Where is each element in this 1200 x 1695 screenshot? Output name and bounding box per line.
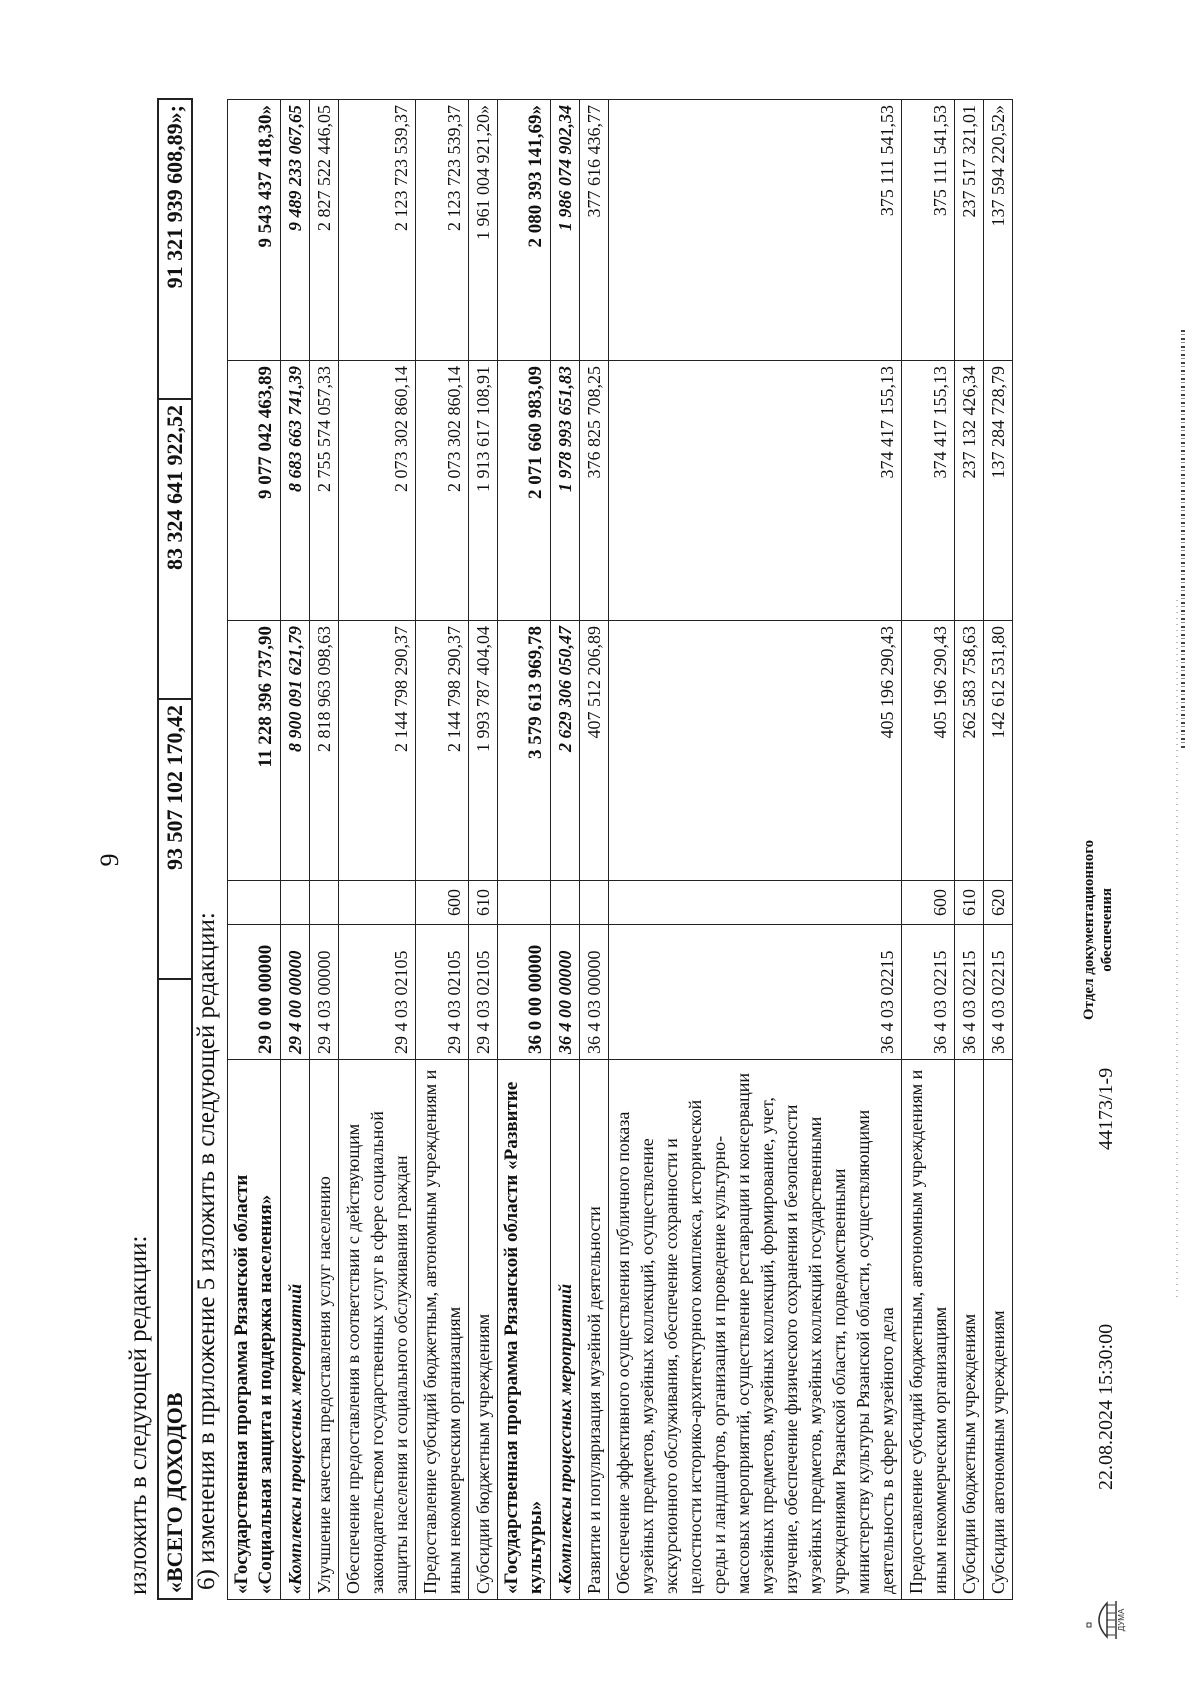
duma-logo-icon bbox=[1085, 1595, 1125, 1645]
row-expense-type bbox=[609, 881, 902, 925]
total-income-value-3: 91 321 939 608,89»; bbox=[158, 99, 192, 399]
section-title: 6) изменения в приложение 5 изложить в следующей редакции: bbox=[193, 912, 220, 1590]
row-expense-type: 610 bbox=[469, 881, 498, 925]
total-income-value-2: 83 324 641 922,52 bbox=[158, 399, 192, 699]
row-value-1: 2 144 798 290,37 bbox=[339, 621, 416, 881]
row-name: «Комплексы процессных мероприятий bbox=[551, 1060, 580, 1600]
row-value-1: 11 228 396 737,90 bbox=[228, 621, 281, 881]
row-code: 36 0 00 00000 bbox=[498, 925, 551, 1060]
table-row bbox=[339, 100, 416, 1600]
row-value-2: 374 417 155,13 bbox=[609, 361, 902, 621]
row-name: Улучшение качества предоставления услуг населению bbox=[310, 1060, 339, 1600]
row-name: Обеспечение эффективного осуществления публичного показа музейных предметов, музейных коллекций, осуществление экскурсионного обслуживания, обеспечение сохранности и целостности историко-архитектурного комплекса, исторической среды и ландшафтов, организация и проведение культурно-массовых мероприятий, осуществление реставрации и консервации музейных предметов, музейных коллекций, формирование, учет, изучение, обеспечение физического сохранения и безопасности музейных предметов, музейных коллекций государственными учреждениями Рязанской области, подведомственными министерству культуры Рязанской области, осуществляющими деятельность в сфере музейного дела bbox=[609, 1060, 902, 1600]
total-income-value-1: 93 507 102 170,42 bbox=[158, 699, 192, 979]
row-value-3: 1 961 004 921,20» bbox=[469, 100, 498, 361]
row-code: 36 4 03 02215 bbox=[955, 925, 984, 1060]
row-code: 29 4 03 02105 bbox=[339, 925, 416, 1060]
row-value-3: 2 080 393 141,69» bbox=[498, 100, 551, 361]
row-value-1: 142 612 531,80 bbox=[984, 621, 1013, 881]
svg-text:ДУМА: ДУМА bbox=[1117, 1608, 1126, 1632]
row-value-1: 2 144 798 290,37 bbox=[416, 621, 469, 881]
table-row bbox=[416, 100, 469, 1600]
row-value-2: 2 755 574 057,33 bbox=[310, 361, 339, 621]
total-income-table bbox=[157, 98, 193, 1600]
table-row bbox=[609, 100, 902, 1600]
row-code: 29 4 03 02105 bbox=[469, 925, 498, 1060]
row-code: 29 4 00 00000 bbox=[281, 925, 310, 1060]
row-name: Предоставление субсидий бюджетным, автономным учреждениям и иным некоммерческим организациям bbox=[902, 1060, 955, 1600]
row-value-1: 405 196 290,43 bbox=[902, 621, 955, 881]
row-value-3: 2 827 522 446,05 bbox=[310, 100, 339, 361]
table-row bbox=[955, 100, 984, 1600]
stamp-line-2: обеспечения bbox=[1099, 888, 1115, 972]
row-value-2: 1 913 617 108,91 bbox=[469, 361, 498, 621]
total-income-label: «ВСЕГО ДОХОДОВ bbox=[158, 979, 192, 1599]
row-value-2: 2 073 302 860,14 bbox=[339, 361, 416, 621]
row-expense-type: 620 bbox=[984, 881, 1013, 925]
row-value-3: 1 986 074 902,34 bbox=[551, 100, 580, 361]
row-name: Субсидии бюджетным учреждениям bbox=[955, 1060, 984, 1600]
row-code: 36 4 03 02215 bbox=[902, 925, 955, 1060]
scan-artifact bbox=[1181, 330, 1185, 750]
row-expense-type bbox=[339, 881, 416, 925]
row-code: 36 4 03 00000 bbox=[580, 925, 609, 1060]
row-value-2: 9 077 042 463,89 bbox=[228, 361, 281, 621]
rotated-content bbox=[95, 90, 1135, 1650]
row-value-3: 137 594 220,52» bbox=[984, 100, 1013, 361]
row-value-2: 2 071 660 983,09 bbox=[498, 361, 551, 621]
row-expense-type: 600 bbox=[416, 881, 469, 925]
row-value-2: 374 417 155,13 bbox=[902, 361, 955, 621]
row-code: 29 4 03 02105 bbox=[416, 925, 469, 1060]
row-value-3: 375 111 541,53 bbox=[609, 100, 902, 361]
row-value-2: 2 073 302 860,14 bbox=[416, 361, 469, 621]
page-number: 9 bbox=[95, 853, 124, 867]
row-name: Субсидии бюджетным учреждениям bbox=[469, 1060, 498, 1600]
row-expense-type: 600 bbox=[902, 881, 955, 925]
footer-doc-number: 44173/1-9 bbox=[1095, 1067, 1117, 1150]
table-row bbox=[551, 100, 580, 1600]
row-value-1: 405 196 290,43 bbox=[609, 621, 902, 881]
row-expense-type bbox=[580, 881, 609, 925]
row-name: Предоставление субсидий бюджетным, автономным учреждениям и иным некоммерческим организациям bbox=[416, 1060, 469, 1600]
row-expense-type: 610 bbox=[955, 881, 984, 925]
row-value-2: 376 825 708,25 bbox=[580, 361, 609, 621]
row-value-3: 2 123 723 539,37 bbox=[339, 100, 416, 361]
table-row bbox=[498, 100, 551, 1600]
table-row bbox=[984, 100, 1013, 1600]
row-value-1: 407 512 206,89 bbox=[580, 621, 609, 881]
row-name: «Государственная программа Рязанской области «Развитие культуры» bbox=[498, 1060, 551, 1600]
row-expense-type bbox=[281, 881, 310, 925]
row-value-2: 1 978 993 651,83 bbox=[551, 361, 580, 621]
row-value-1: 2 629 306 050,47 bbox=[551, 621, 580, 881]
row-value-1: 3 579 613 969,78 bbox=[498, 621, 551, 881]
row-code: 29 4 03 00000 bbox=[310, 925, 339, 1060]
row-expense-type bbox=[498, 881, 551, 925]
row-expense-type bbox=[551, 881, 580, 925]
table-row bbox=[228, 100, 281, 1600]
row-value-2: 8 683 663 741,39 bbox=[281, 361, 310, 621]
row-name: Субсидии автономным учреждениям bbox=[984, 1060, 1013, 1600]
row-value-1: 8 900 091 621,79 bbox=[281, 621, 310, 881]
table-row bbox=[310, 100, 339, 1600]
row-name: Обеспечение предоставления в соответствии с действующим законодательством государственных услуг в сфере социальной защиты населения и социального обслуживания граждан bbox=[339, 1060, 416, 1600]
footer-datetime: 22.08.2024 15:30:00 bbox=[1095, 1323, 1117, 1490]
table-row bbox=[902, 100, 955, 1600]
row-value-1: 2 818 963 098,63 bbox=[310, 621, 339, 881]
total-income-row bbox=[158, 99, 192, 1599]
row-value-3: 377 616 436,77 bbox=[580, 100, 609, 361]
row-value-3: 9 489 233 067,65 bbox=[281, 100, 310, 361]
row-name: Развитие и популяризация музейной деятельности bbox=[580, 1060, 609, 1600]
intro-text: изложить в следующей редакции: bbox=[125, 1235, 152, 1595]
row-value-3: 2 123 723 539,37 bbox=[416, 100, 469, 361]
row-value-3: 237 517 321,01 bbox=[955, 100, 984, 361]
row-code: 36 4 00 00000 bbox=[551, 925, 580, 1060]
scan-artifact-faint bbox=[1176, 600, 1178, 1300]
department-stamp bbox=[1080, 840, 1116, 1020]
row-value-3: 9 543 437 418,30» bbox=[228, 100, 281, 361]
table-row bbox=[580, 100, 609, 1600]
row-value-3: 375 111 541,53 bbox=[902, 100, 955, 361]
table-row bbox=[281, 100, 310, 1600]
row-expense-type bbox=[228, 881, 281, 925]
row-value-1: 262 583 758,63 bbox=[955, 621, 984, 881]
row-value-1: 1 993 787 404,04 bbox=[469, 621, 498, 881]
table-row bbox=[469, 100, 498, 1600]
row-code: 29 0 00 00000 bbox=[228, 925, 281, 1060]
row-name: «Государственная программа Рязанской области «Социальная защита и поддержка населения» bbox=[228, 1060, 281, 1600]
row-name: «Комплексы процессных мероприятий bbox=[281, 1060, 310, 1600]
row-value-2: 237 132 426,34 bbox=[955, 361, 984, 621]
row-expense-type bbox=[310, 881, 339, 925]
row-code: 36 4 03 02215 bbox=[984, 925, 1013, 1060]
row-value-2: 137 284 728,79 bbox=[984, 361, 1013, 621]
stamp-line-1: Отдел документационного bbox=[1081, 839, 1097, 1020]
budget-table bbox=[227, 99, 1013, 1600]
row-code: 36 4 03 02215 bbox=[609, 925, 902, 1060]
